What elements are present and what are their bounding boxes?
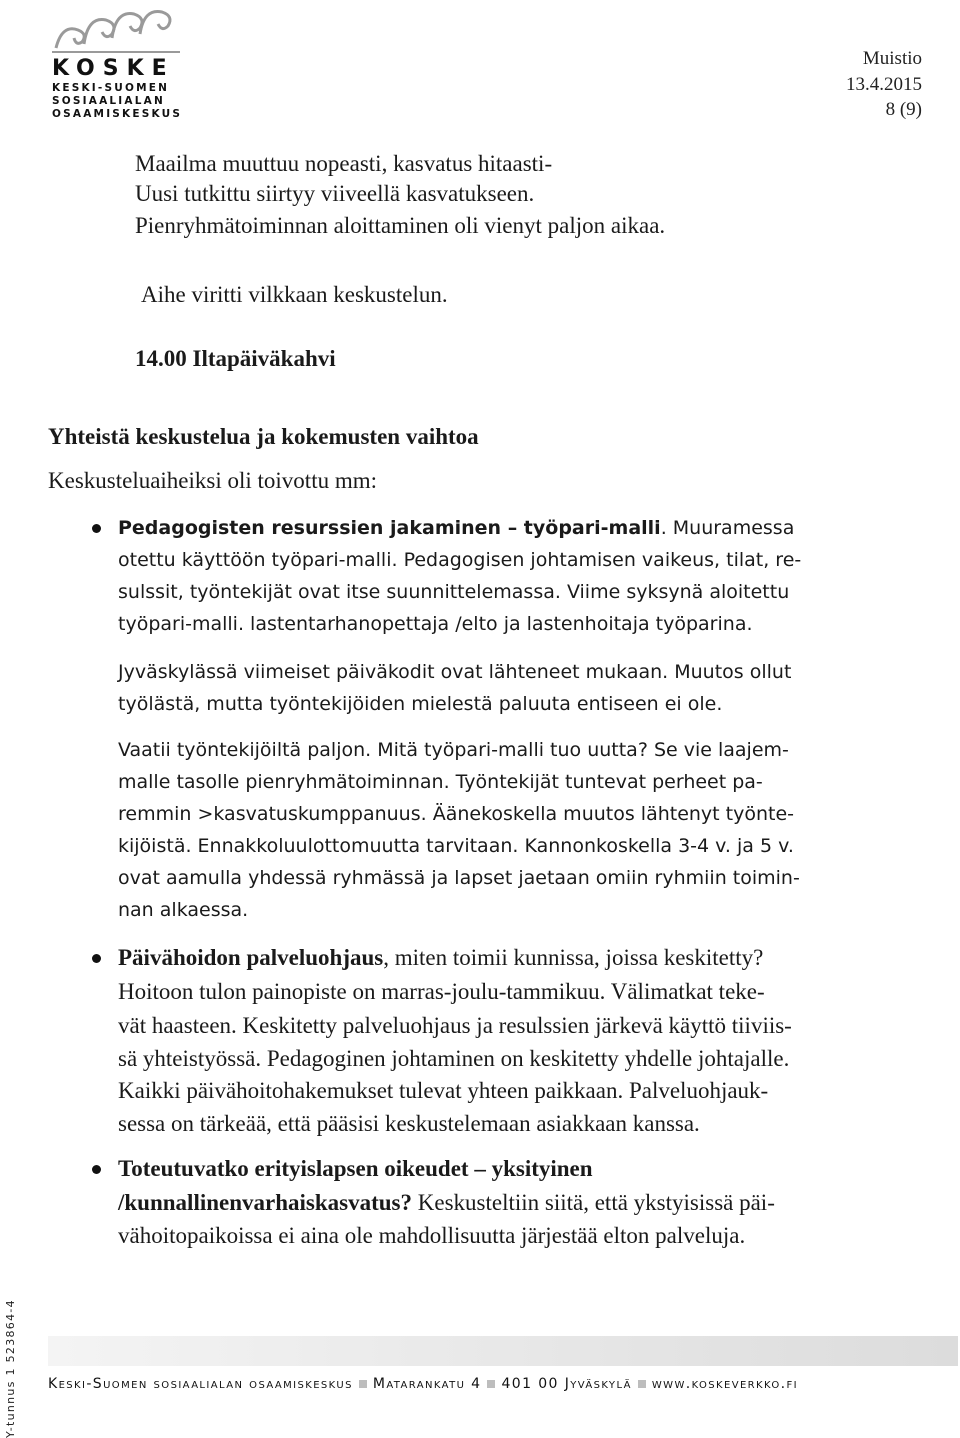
bullet3-line-2-rest: Keskusteltiin siitä, että ykstyisissä päi- — [412, 1190, 775, 1215]
business-id-vertical: Y-tunnus 1 523864-4 — [4, 1299, 17, 1438]
bullet-dot — [92, 524, 101, 533]
document-type: Muistio — [862, 48, 922, 69]
bullet1-line-12: nan alkaessa. — [118, 899, 249, 921]
bullet2-line-1 — [118, 944, 763, 972]
footer-address: Matarankatu 4 — [372, 1376, 482, 1392]
separator-square-icon — [638, 1380, 646, 1388]
page-number: 8 (9) — [885, 99, 922, 120]
bullet1-heading: Pedagogisten resurssien jakaminen – työpari-malli — [118, 517, 661, 539]
intro-line-3: Pienryhmätoiminnan aloittaminen oli vienyt paljon aikaa. — [135, 213, 666, 238]
footer-web: www.koskeverkko.fi — [651, 1376, 799, 1392]
section-subtitle: Keskusteluaiheiksi oli toivottu mm: — [48, 468, 378, 493]
separator-square-icon — [359, 1380, 367, 1388]
logo-brand: KOSKE — [52, 56, 175, 81]
document-date: 13.4.2015 — [846, 74, 922, 95]
bullet3-heading-2: /kunnallinenvarhaiskasvatus? — [118, 1190, 413, 1215]
logo-subtitle-3: OSAAMISKESKUS — [52, 108, 183, 120]
separator-square-icon — [487, 1380, 495, 1388]
bullet1-line-10: kijöistä. Ennakkoluulottomuutta tarvitaan. Kannonkoskella 3-4 v. ja 5 v. — [118, 835, 794, 857]
bullet1-line-1-rest: . Muuramessa — [660, 517, 795, 539]
bullet1-line-11: ovat aamulla yhdessä ryhmässä ja lapset jaetaan omiin ryhmiin toimin- — [118, 867, 800, 889]
bullet2-line-1-rest: , miten toimii kunnissa, joissa keskitetty? — [383, 945, 764, 970]
intro-line-4: Aihe viritti vilkkaan keskustelun. — [141, 282, 448, 307]
bullet1-line-9: remmin >kasvatuskumppanuus. Äänekoskella muutos lähtenyt työnte- — [118, 803, 795, 825]
bullet1-line-7: Vaatii työntekijöiltä paljon. Mitä työpari-malli tuo uutta? Se vie laajem- — [118, 739, 789, 761]
bullet1-line-4: työpari-malli. lastentarhanopettaja /elto ja lastenhoitaja työparina. — [118, 613, 753, 635]
footer-org: Keski-Suomen sosiaalialan osaamiskeskus — [48, 1376, 353, 1392]
intro-line-2: Uusi tutkittu siirtyy viiveellä kasvatukseen. — [135, 181, 535, 206]
bullet3-heading-1: Toteutuvatko erityislapsen oikeudet – yksityinen — [118, 1156, 593, 1181]
bullet1-line-3: sulssit, työntekijät ovat itse suunnittelemassa. Viime syksynä aloitettu — [118, 581, 790, 603]
logo-subtitle-2: SOSIAALIALAN — [52, 95, 165, 107]
bullet2-line-2: Hoitoon tulon painopiste on marras-joulu-tammikuu. Välimatkat teke- — [118, 979, 765, 1004]
intro-line-1: Maailma muuttuu nopeasti, kasvatus hitaasti- — [135, 151, 553, 176]
bullet1-line-6: työlästä, mutta työntekijöiden mielestä paluuta entiseen ei ole. — [118, 693, 723, 715]
bullet1-line-5: Jyväskylässä viimeiset päiväkodit ovat lähteneet mukaan. Muutos ollut — [118, 661, 792, 683]
bullet2-line-6: sessa on tärkeää, että pääsisi keskustelemaan asiakkaan kanssa. — [118, 1111, 700, 1136]
logo-subtitle-1: KESKI-SUOMEN — [52, 82, 170, 94]
bullet1-line-1 — [118, 514, 794, 542]
bullet2-line-4: sä yhteistyössä. Pedagoginen johtaminen on keskitetty yhdelle johtajalle. — [118, 1046, 790, 1071]
bullet2-line-5: Kaikki päivähoitohakemukset tulevat yhteen paikkaan. Palveluohjauk- — [118, 1078, 769, 1103]
koske-ornament-icon — [48, 4, 184, 54]
bullet-dot — [92, 954, 101, 963]
bullet1-line-8: malle tasolle pienryhmätoiminnan. Työntekijät tuntevat perheet pa- — [118, 771, 763, 793]
bullet3-line-2 — [118, 1189, 775, 1217]
coffee-break-text: 14.00 Iltapäiväkahvi — [135, 346, 336, 371]
footer-band — [48, 1336, 958, 1366]
section-title — [48, 423, 479, 451]
bullet3-line-3: vähoitopaikoissa ei aina ole mahdollisuutta järjestää elton palveluja. — [118, 1223, 746, 1248]
coffee-break — [135, 345, 336, 373]
bullet-dot — [92, 1165, 101, 1174]
bullet2-line-3: vät haasteen. Keskitetty palveluohjaus ja resulssien järkevä käyttö tiiviis- — [118, 1013, 792, 1038]
footer — [48, 1376, 948, 1392]
bullet3-line-1 — [118, 1155, 593, 1183]
bullet2-heading: Päivähoidon palveluohjaus — [118, 945, 384, 970]
koske-logo — [48, 4, 188, 120]
bullet1-line-2: otettu käyttöön työpari-malli. Pedagogisen johtamisen vaikeus, tilat, re- — [118, 549, 802, 571]
section-title-text: Yhteistä keskustelua ja kokemusten vaihtoa — [48, 424, 479, 449]
footer-postal: 401 00 Jyväskylä — [501, 1376, 632, 1392]
